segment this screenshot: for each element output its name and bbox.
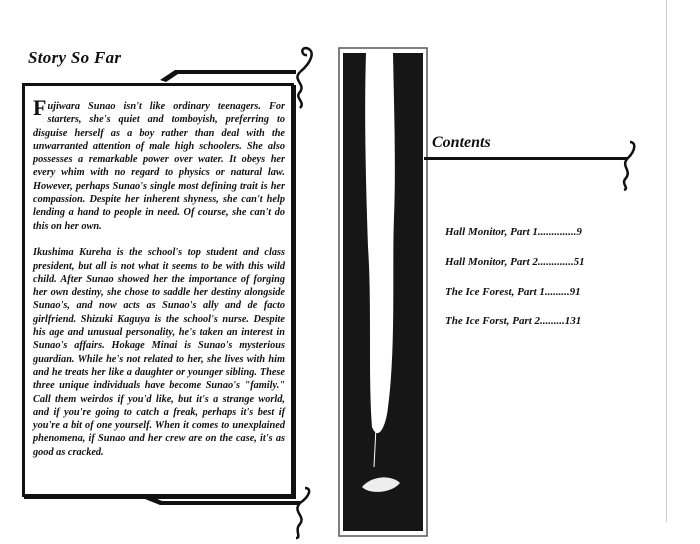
- toc-entry[interactable]: Hall Monitor, Part 1..............9: [445, 226, 582, 238]
- toc-entry[interactable]: Hall Monitor, Part 2.............51: [445, 256, 585, 268]
- contents-rule: [420, 140, 640, 200]
- toc-entry[interactable]: The Ice Forst, Part 2.........131: [445, 315, 582, 327]
- toc-entry[interactable]: The Ice Forest, Part 1.........91: [445, 286, 581, 298]
- story-so-far-title: Story So Far: [28, 48, 122, 67]
- page-edge: [666, 0, 667, 522]
- contents-title: Contents: [432, 134, 491, 151]
- scroll-ornament-icon: [297, 48, 311, 108]
- paragraph-text: ujiwara Sunao isn't like ordinary teenagers. For starters, she's quiet and tomboyish, preferring to disguise herself as a boy rather than deal with the unwarranted attention of male high schoolers. She also possesses a remarkable power over water. It obeys her every whim with no regard to physics or natural law. However, perhaps Sunao's single most defining trait is her compassion. Despite her inherent shyness, she can't help lending a hand to people in need. Of course, she can't do this on her own.: [33, 101, 285, 232]
- story-paragraph: [33, 95, 285, 233]
- story-summary: [33, 95, 285, 472]
- scroll-ornament-icon: [624, 142, 634, 190]
- illustration-panel: [338, 47, 430, 539]
- scroll-ornament-icon: [296, 488, 309, 538]
- drop-cap: F: [33, 95, 47, 120]
- story-paragraph: Ikushima Kureha is the school's top student and class president, but all is not what it seems to be with this wild child. After Sunao showed her the importance of forging her own destiny, she chose to saddle her destiny alongside Sunao's, and now acts as Sunao's ally and de facto girlfriend. Shizuki Kaguya is the school's nurse. Despite his age and unusual personality, he's taken an interest in Sunao's affairs. Hokage Minai is Sunao's mysterious guardian. While he's not related to her, she lives with him and he treats her like a daughter or younger sibling. These three unique individuals have become Sunao's "family." Call them weirdos if you'd like, but it's a strange world, and if you're going to catch a freak, perhaps it's best if you're a bit of one yourself. When it comes to unexplained phenomena, if Sunao and her crew are on the case, it's as good as cracked.: [33, 247, 285, 458]
